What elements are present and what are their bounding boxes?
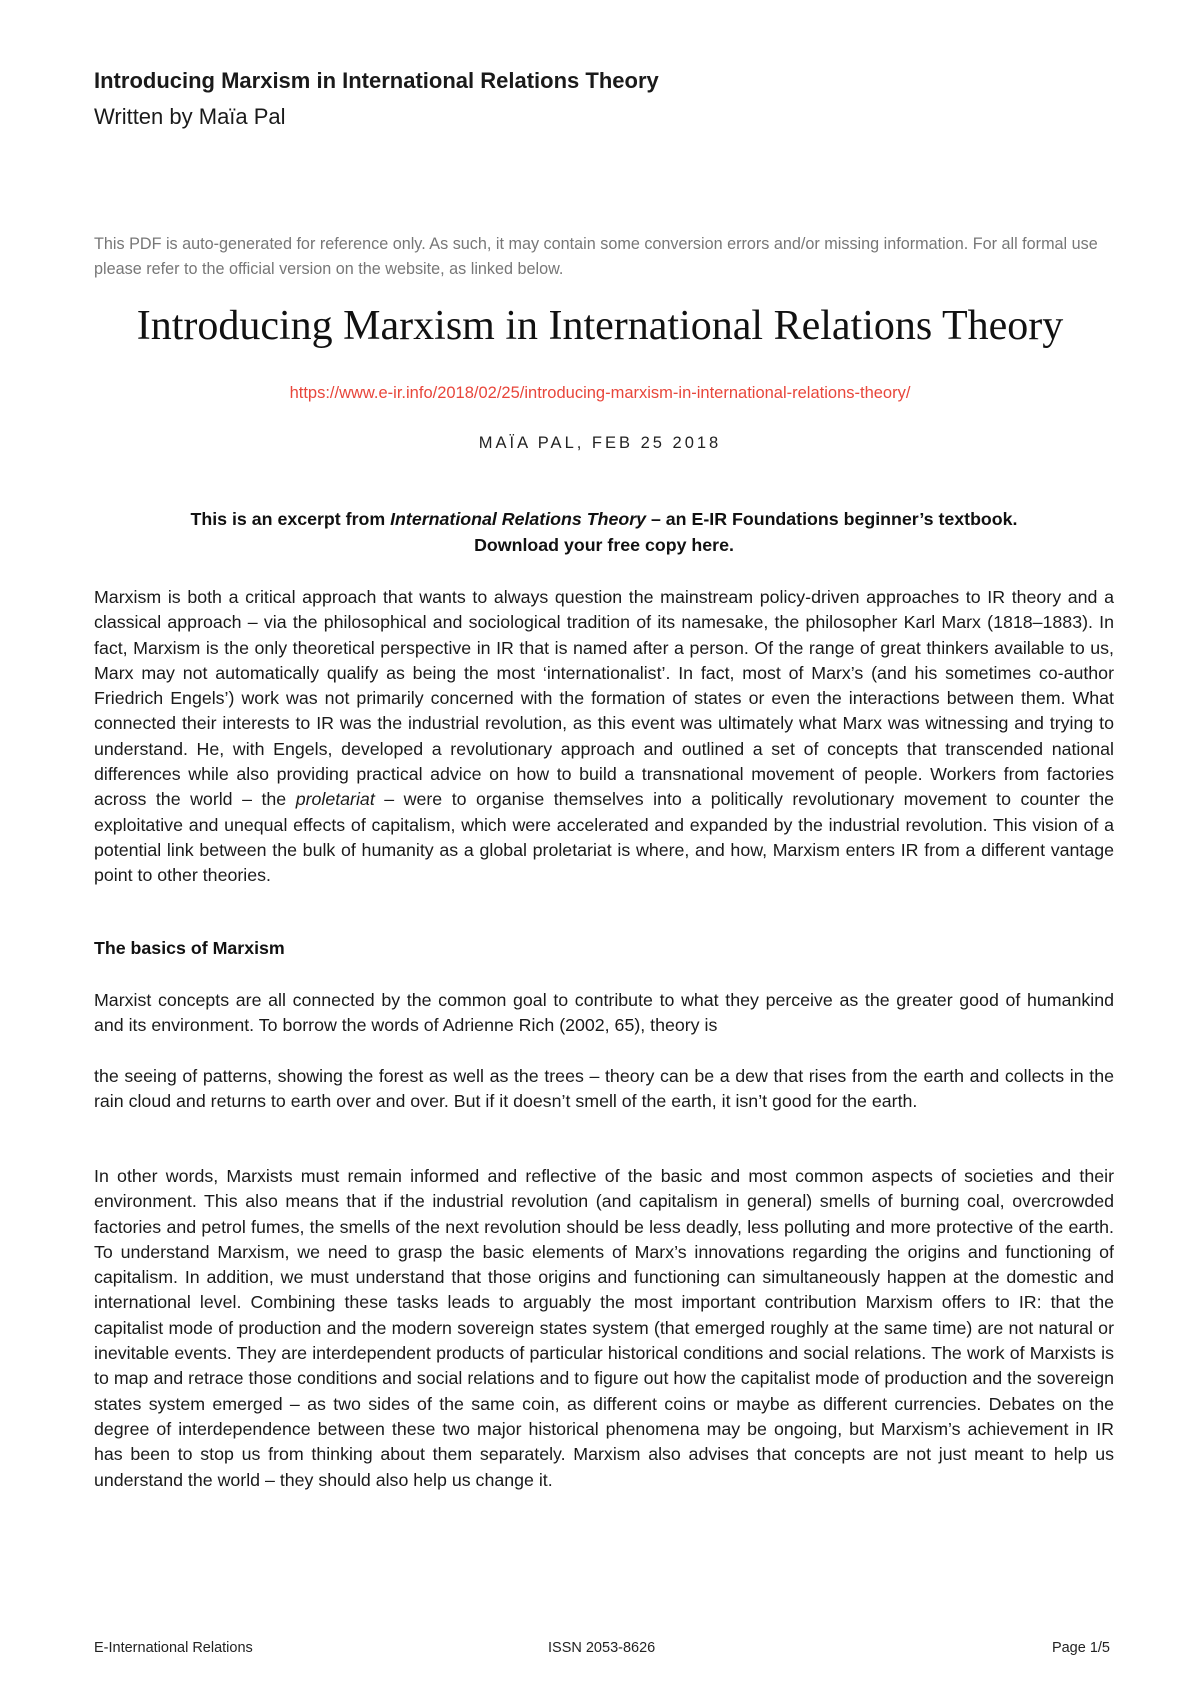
article-title: Introducing Marxism in International Relations Theory [136,303,1064,349]
download-link[interactable]: Download your free copy here. [474,535,734,555]
section-heading: The basics of Marxism [94,938,285,958]
excerpt-suffix: – an E-IR Foundations beginner’s textbook. [646,509,1018,529]
running-header-author: Written by Maïa Pal [94,104,286,129]
body-paragraph: Marxist concepts are all connected by the common goal to contribute to what they perceive as the greater good of humankind and its environment. To borrow the words of Adrienne Rich (2002, 65), theory is [94,990,1114,1036]
body-paragraph: In other words, Marxists must remain informed and reflective of the basic and most common aspects of societies and their environment. This also means that if the industrial revolution (and capitalism in general) smells of burning coal, overcrowded factories and petrol fumes, the smells of the next revolution should be less deadly, less polluting and more protective of the earth. To understand Marxism, we need to grasp the basic elements of Marx’s innovations regarding the origins and functioning of capitalism. In addition, we must understand that those origins and functioning can simultaneously happen at the domestic and international level. Combining these tasks leads to arguably the most important contribution Marxism offers to IR: that the capitalist mode of production and the modern sovereign states system (that emerged roughly at the same time) are not natural or inevitable events. They are interdependent products of particular historical conditions and social relations. The work of Marxists is to map and retrace those conditions and social relations and to figure out how the capitalist mode of production and the sovereign states system emerged – as two sides of the same coin, as different coins or maybe as different currencies. Debates on the degree of interdependence between these two major historical phenomena may be ongoing, but Marxism’s achievement in IR has been to stop us from thinking about them separately. Marxism also advises that concepts are not just meant to help us understand the world – they should also help us change it. [94,1166,1114,1490]
footer-issn: ISSN 2053-8626 [548,1640,656,1656]
article-url-link[interactable]: https://www.e-ir.info/2018/02/25/introducing-marxism-in-international-relations-theory/ [289,384,911,402]
block-quote: the seeing of patterns, showing the forest as well as the trees – theory can be a dew that rises from the earth and collects in the rain cloud and returns to earth over and over. But if it doesn’t smell of the earth, it isn’t good for the earth. [94,1066,1114,1112]
body-paragraph-intro [94,585,1114,889]
running-header-title: Introducing Marxism in International Relations Theory [94,68,659,93]
excerpt-prefix: This is an excerpt from [190,509,391,529]
paragraph-text: Marxism is both a critical approach that wants to always question the mainstream policy-driven approaches to IR theory and a classical approach – via the philosophical and sociological tradition of its namesake, the philosopher Karl Marx (1818–1883). In fact, Marxism is the only theoretical perspective in IR that is named after a person. Of the range of great thinkers available to us, Marx may not automatically qualify as being the most ‘internationalist’. In fact, most of Marx’s (and his sometimes co-author Friedrich Engels’) work was not primarily concerned with the formation of states or even the interactions between them. What connected their interests to IR was the industrial revolution, as this event was ultimately what Marx was witnessing and trying to understand. He, with Engels, developed a revolutionary approach and outlined a set of concepts that transcended national differences while also providing practical advice on how to build a transnational movement of people. Workers from factories across the world – the [94,587,1114,810]
disclaimer-text: This PDF is auto-generated for reference only. As such, it may contain some conversion errors and/or missing information. For all formal use please refer to the official version on the website, as linked below. [94,235,1098,278]
excerpt-notice [94,506,1114,558]
footer-publisher: E-International Relations [94,1640,253,1656]
excerpt-book-title: International Relations Theory [390,509,647,529]
article-byline: MAÏA PAL, FEB 25 2018 [478,434,722,452]
emphasis-term: proletariat [295,789,375,810]
paragraph-text: – were to organise themselves into a politically revolutionary movement to counter the exploitative and unequal effects of capitalism, which were accelerated and expanded by the industrial revolution. This vision of a potential link between the bulk of humanity as a global proletariat is where, and how, Marxism enters IR from a different vantage point to other theories. [94,789,1114,886]
footer-page-number: Page 1/5 [1051,1640,1110,1656]
